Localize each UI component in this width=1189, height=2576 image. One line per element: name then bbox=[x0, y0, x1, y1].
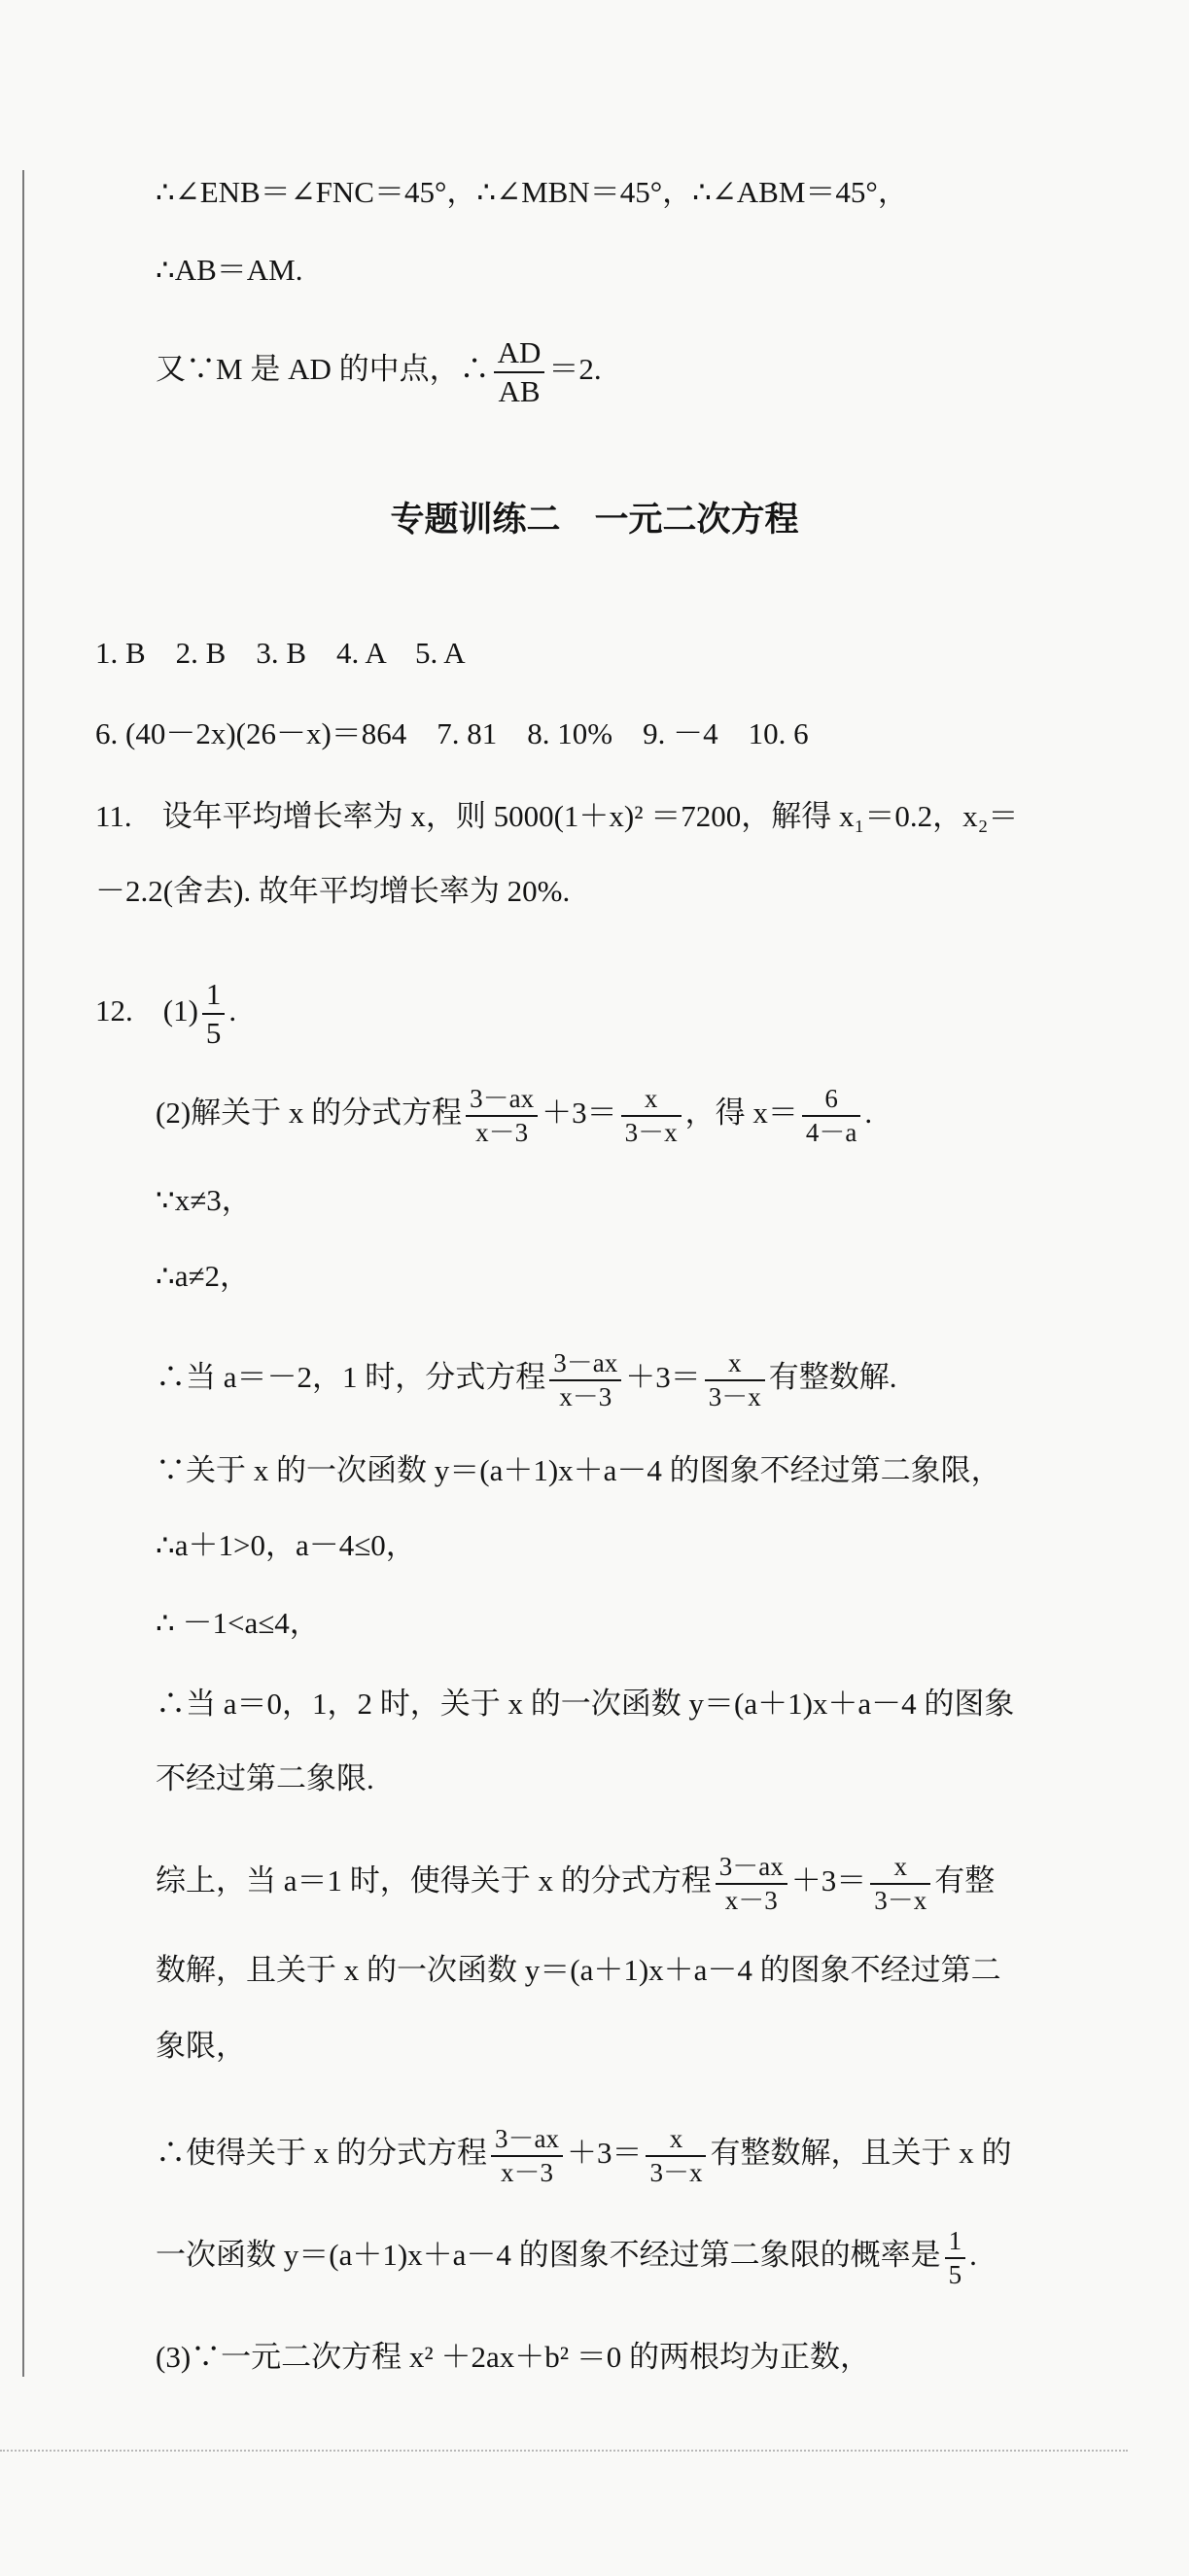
fraction-3-ax-over-x-3 bbox=[491, 2124, 563, 2188]
section-title: 专题训练二 一元二次方程 bbox=[390, 501, 799, 540]
equation-middle: ＋3＝ bbox=[790, 1863, 867, 1898]
probability-line-1 bbox=[156, 2124, 1011, 2188]
fraction-denominator: AB bbox=[498, 373, 541, 408]
proof-line-3-text: 又∵M 是 AD 的中点，∴ bbox=[156, 351, 490, 386]
probability-line-2-end: . bbox=[969, 2238, 977, 2273]
part-3-line: (3)∵一元二次方程 x² ＋2ax＋b² ＝0 的两根均为正数， bbox=[156, 2340, 870, 2374]
condition-line-4: ∵关于 x 的一次函数 y＝(a＋1)x＋a－4 的图象不经过第二象限， bbox=[156, 1453, 1001, 1487]
condition-line-6: ∴ －1<a≤4， bbox=[156, 1606, 320, 1640]
condition-line-3 bbox=[156, 1348, 897, 1412]
fraction-denominator: 3－x bbox=[624, 1118, 678, 1148]
fraction-numerator: x bbox=[646, 2124, 706, 2157]
fraction-numerator: AD bbox=[494, 335, 545, 373]
fraction-denominator: x－3 bbox=[500, 2158, 553, 2188]
answer-11-line-1: 11. 设年平均增长率为 x，则 5000(1＋x)² ＝7200，解得 x₁＝0.2，x₂＝ bbox=[95, 799, 1019, 833]
conclusion-line-1-text: 综上，当 a＝1 时，使得关于 x 的分式方程 bbox=[156, 1863, 712, 1898]
fraction-numerator: x bbox=[705, 1348, 765, 1381]
fraction-numerator: 6 bbox=[802, 1084, 860, 1117]
part-2-intro: (2)解关于 x 的分式方程 bbox=[156, 1096, 463, 1131]
answer-11-line-2: －2.2(舍去). 故年平均增长率为 20%. bbox=[95, 874, 571, 908]
answer-12-part-1 bbox=[95, 977, 236, 1050]
condition-line-2: ∴a≠2， bbox=[156, 1259, 250, 1293]
fraction-numerator: 3－ax bbox=[716, 1852, 787, 1885]
fraction-3-ax-over-x-3 bbox=[549, 1348, 621, 1412]
solution-end: . bbox=[864, 1096, 873, 1131]
answers-1-5: 1. B 2. B 3. B 4. A 5. A bbox=[95, 636, 466, 670]
proof-line-3 bbox=[156, 335, 602, 408]
proof-line-2: ∴AB＝AM. bbox=[156, 253, 303, 287]
conclusion-line-2: 数解，且关于 x 的一次函数 y＝(a＋1)x＋a－4 的图象不经过第二 bbox=[156, 1953, 1001, 1987]
fraction-x-over-3-x bbox=[646, 2124, 706, 2188]
fraction-numerator: 3－ax bbox=[466, 1084, 538, 1117]
ratio-fraction bbox=[494, 335, 545, 408]
probability-line-1-end: 有整数解，且关于 x 的 bbox=[710, 2136, 1012, 2171]
equation-middle: ＋3＝ bbox=[542, 1096, 617, 1131]
fraction-x-over-3-x bbox=[621, 1084, 682, 1148]
answer-12-end: . bbox=[228, 992, 237, 1027]
fraction-denominator: x－3 bbox=[724, 1886, 778, 1916]
condition-line-7: ∴当 a＝0，1，2 时，关于 x 的一次函数 y＝(a＋1)x＋a－4 的图象 bbox=[156, 1687, 1015, 1721]
fraction-denominator: 4－a bbox=[805, 1118, 857, 1148]
fraction-numerator: 3－ax bbox=[491, 2124, 563, 2157]
condition-line-3-text: ∴当 a＝－2，1 时，分式方程 bbox=[156, 1360, 546, 1395]
probability-fraction bbox=[945, 2226, 966, 2290]
fraction-denominator: 3－x bbox=[874, 1886, 927, 1916]
fraction-denominator: 3－x bbox=[708, 1382, 761, 1412]
fraction-3-ax-over-x-3 bbox=[466, 1084, 538, 1148]
probability-line-2 bbox=[156, 2226, 977, 2290]
solution-prefix: ，得 x＝ bbox=[684, 1096, 798, 1131]
fraction-numerator: x bbox=[870, 1852, 930, 1885]
equation-middle: ＋3＝ bbox=[566, 2136, 643, 2171]
part-2-equation bbox=[156, 1084, 872, 1148]
condition-line-3-end: 有整数解. bbox=[768, 1360, 897, 1395]
proof-line-3-result: ＝2. bbox=[548, 351, 602, 386]
answer-12-label: 12. (1) bbox=[95, 992, 198, 1027]
answers-6-10: 6. (40－2x)(26－x)＝864 7. 81 8. 10% 9. －4 10. 6 bbox=[95, 716, 809, 750]
probability-line-1-text: ∴使得关于 x 的分式方程 bbox=[156, 2136, 487, 2171]
fraction-denominator: 3－x bbox=[649, 2158, 703, 2188]
answer-12-fraction bbox=[202, 977, 226, 1050]
fraction-denominator: 5 bbox=[205, 1015, 222, 1050]
equation-middle: ＋3＝ bbox=[625, 1360, 701, 1395]
fraction-denominator: x－3 bbox=[559, 1382, 612, 1412]
fraction-x-over-3-x bbox=[705, 1348, 765, 1412]
fraction-denominator: x－3 bbox=[475, 1118, 529, 1148]
fraction-numerator: x bbox=[621, 1084, 682, 1117]
fraction-x-over-3-x bbox=[870, 1852, 930, 1916]
fraction-numerator: 1 bbox=[945, 2226, 966, 2259]
fraction-numerator: 1 bbox=[202, 977, 226, 1015]
bottom-dotted-rule bbox=[0, 2450, 1128, 2452]
conclusion-line-3: 象限， bbox=[156, 2029, 246, 2063]
condition-line-8: 不经过第二象限. bbox=[156, 1761, 374, 1795]
fraction-denominator: 5 bbox=[948, 2260, 962, 2290]
conclusion-line-1-end: 有整 bbox=[934, 1863, 996, 1898]
fraction-3-ax-over-x-3 bbox=[716, 1852, 787, 1916]
condition-line-5: ∴a＋1>0，a－4≤0， bbox=[156, 1528, 416, 1562]
conclusion-line-1 bbox=[156, 1852, 995, 1916]
proof-line-1: ∴∠ENB＝∠FNC＝45°，∴∠MBN＝45°，∴∠ABM＝45°， bbox=[156, 175, 908, 209]
fraction-6-over-4-a bbox=[802, 1084, 860, 1148]
condition-line-1: ∵x≠3， bbox=[156, 1183, 252, 1217]
fraction-numerator: 3－ax bbox=[549, 1348, 621, 1381]
probability-line-2-text: 一次函数 y＝(a＋1)x＋a－4 的图象不经过第二象限的概率是 bbox=[156, 2238, 941, 2273]
